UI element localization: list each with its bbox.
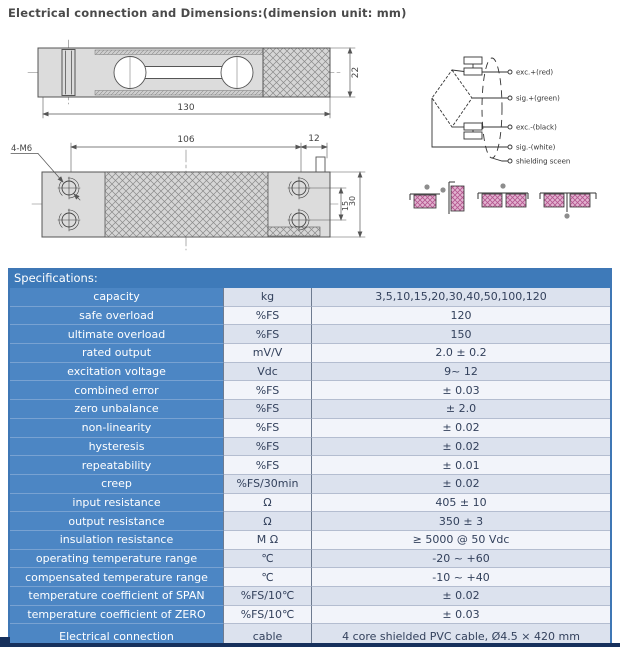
wire-label-exc-minus: exc.-(black) [516,123,557,132]
dim-12-label: 12 [308,134,320,144]
spec-unit: Ω [224,512,312,531]
table-row [10,363,610,382]
spec-unit: %FS [224,456,312,475]
spec-value: 4 core shielded PVC cable, Ø4.5 × 420 mm [312,624,610,647]
spec-value: ± 0.02 [312,587,610,606]
table-row [10,475,610,494]
mounting-icon-3 [478,183,528,207]
spec-param: repeatability [10,456,224,475]
spec-value: 120 [312,307,610,326]
dim-15-label: 15 [341,200,350,212]
spec-unit: %FS [224,325,312,344]
spec-param: rated output [10,344,224,363]
top-view-drawing [11,134,365,250]
spec-value: -10 ~ +40 [312,568,610,587]
spec-unit: ℃ [224,568,312,587]
dim-106-label: 106 [177,135,195,145]
table-row [10,456,610,475]
spec-value: 350 ± 3 [312,512,610,531]
wire-label-sig-minus: sig.-(white) [516,143,556,152]
spec-unit: %FS/10℃ [224,587,312,606]
spec-param: non-linearity [10,419,224,438]
table-row [10,550,610,569]
table-row [10,419,610,438]
spec-value: ± 2.0 [312,400,610,419]
spec-value: 2.0 ± 0.2 [312,344,610,363]
side-view-drawing [28,40,361,118]
spec-value: 405 ± 10 [312,494,610,513]
spec-table-title: Specifications: [10,270,610,288]
spec-value: 150 [312,325,610,344]
table-row [10,307,610,326]
spec-unit: %FS [224,381,312,400]
spec-param: creep [10,475,224,494]
table-row [10,344,610,363]
table-row [10,512,610,531]
spec-param: zero unbalance [10,400,224,419]
spec-param: operating temperature range [10,550,224,569]
mounting-icon-1 [410,184,440,208]
bottom-navy-bar [0,643,620,647]
spec-param: excitation voltage [10,363,224,382]
page-title: Electrical connection and Dimensions:(dimension unit: mm) [8,6,407,20]
wiring-diagram [432,57,570,166]
spec-unit: mV/V [224,344,312,363]
wire-label-shield: shielding sceen [516,157,571,166]
spec-value: ± 0.02 [312,419,610,438]
spec-param: ultimate overload [10,325,224,344]
spec-unit: %FS [224,400,312,419]
spec-unit: Ω [224,494,312,513]
table-row [10,587,610,606]
table-row [10,606,610,625]
spec-unit: M Ω [224,531,312,550]
spec-param: Electrical connection [10,624,224,647]
spec-unit: Vdc [224,363,312,382]
dim-130-label: 130 [177,103,195,113]
spec-param: output resistance [10,512,224,531]
wire-label-sig-plus: sig.+(green) [516,94,560,103]
dim-30-label: 30 [348,195,357,207]
mounting-icons [410,182,596,219]
spec-unit: %FS [224,419,312,438]
spec-value: ≥ 5000 @ 50 Vdc [312,531,610,550]
mounting-icon-4 [540,193,596,219]
spec-value: ± 0.03 [312,606,610,625]
spec-unit: ℃ [224,550,312,569]
spec-value: ± 0.01 [312,456,610,475]
dim-22-label: 22 [351,66,361,79]
table-row [10,400,610,419]
spec-value: ± 0.03 [312,381,610,400]
table-row [10,568,610,587]
spec-unit: kg [224,288,312,307]
mounting-icon-2 [440,182,464,214]
spec-table [8,268,612,647]
spec-param: temperature coefficient of ZERO [10,606,224,625]
table-row [10,381,610,400]
table-row [10,531,610,550]
table-row [10,438,610,457]
wire-label-exc-plus: exc.+(red) [516,68,554,77]
spec-unit: %FS/30min [224,475,312,494]
thread-label: 4-M6 [11,144,33,154]
spec-unit: %FS [224,307,312,326]
spec-value: ± 0.02 [312,438,610,457]
spec-value: ± 0.02 [312,475,610,494]
spec-param: input resistance [10,494,224,513]
spec-unit: %FS/10℃ [224,606,312,625]
spec-param: insulation resistance [10,531,224,550]
table-row [10,494,610,513]
table-row [10,288,610,307]
spec-param: temperature coefficient of SPAN [10,587,224,606]
spec-param: compensated temperature range [10,568,224,587]
spec-param: combined error [10,381,224,400]
spec-value: -20 ~ +60 [312,550,610,569]
spec-value: 9~ 12 [312,363,610,382]
spec-value: 3,5,10,15,20,30,40,50,100,120 [312,288,610,307]
spec-table-body [10,288,610,647]
spec-unit: cable [224,624,312,647]
spec-param: capacity [10,288,224,307]
spec-unit: %FS [224,438,312,457]
spec-param: safe overload [10,307,224,326]
table-row [10,325,610,344]
dimension-drawing [0,30,620,262]
spec-param: hysteresis [10,438,224,457]
